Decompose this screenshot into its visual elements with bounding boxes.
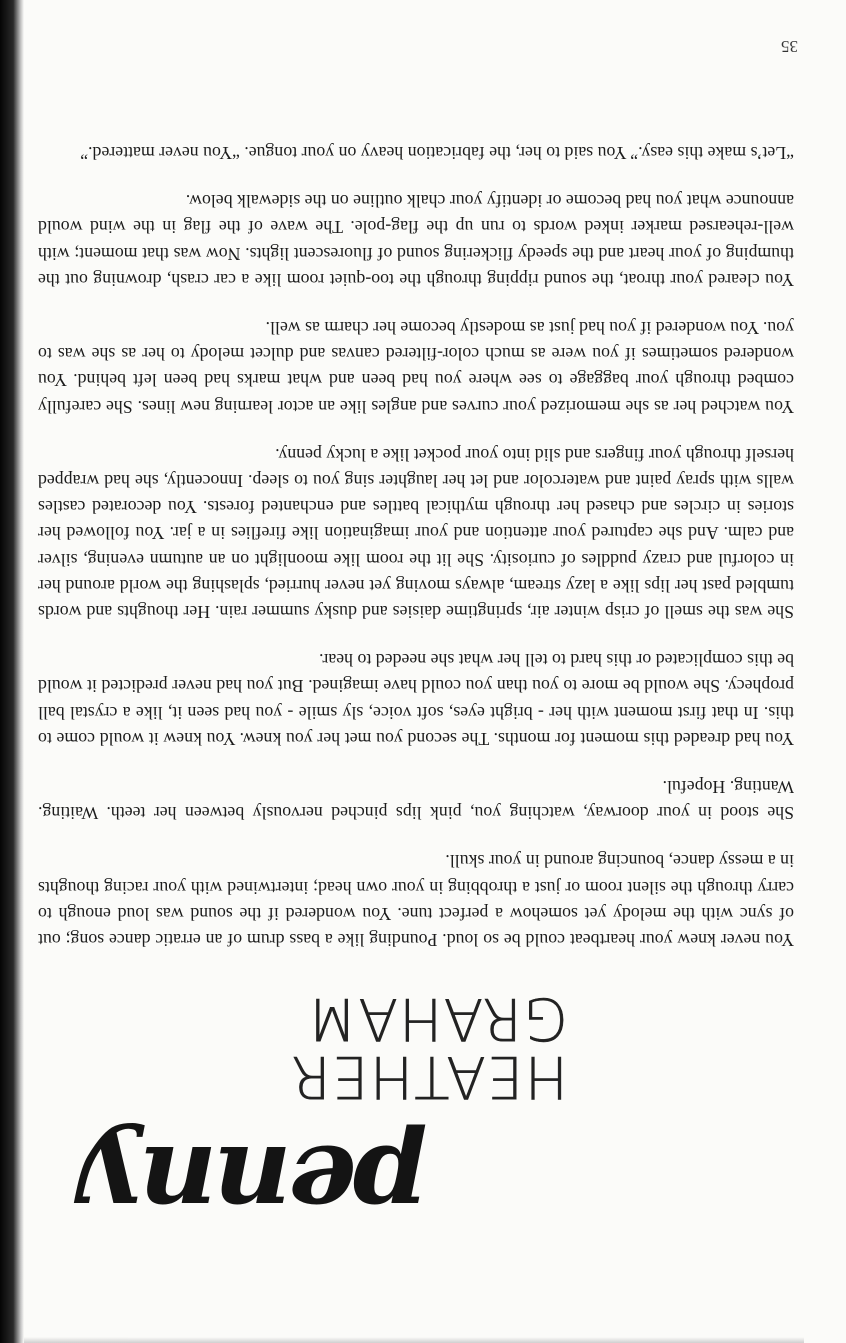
book-spine-shadow xyxy=(0,0,24,1343)
paragraph: You had dreaded this moment for months. The second you met her you knew. You knew it would come to this. In that first moment with her - bright eyes, soft voice, sly smile - you had seen it, like a crystal ball prophecy. She would be more to you than you could have imagined. But you had never predicted it would be this complicated or this hard to tell her what she needed to hear. xyxy=(38,650,794,749)
paragraph: She was the smell of crisp winter air, springtime daisies and dusky summer rain. Her thoughts and words tumbled past her lips like a lazy stream, always moving yet never hurried, splashing the world around her in colorful and crazy puddles of curiosity. She lit the room like moonlight on an autumn evening, silver and calm. And she captured your attention and your imagination like fireflies in a jar. You followed her stories in circles and chased her through mythical battles and enchanted forests. You decorated castles walls with spray paint and watercolor and let her laughter sing you to sleep. Innocently, she had wrapped herself through your fingers and slid into your pocket like a lucky penny. xyxy=(38,444,794,622)
scan-edge-shadow xyxy=(24,1337,804,1343)
paragraph: You never knew your heartbeat could be so loud. Pounding like a bass drum of an erratic dance song; out of sync with the melody yet somehow a perfect tune. You wondered if the sound was loud enough to carry through the silent room or just a throbbing in your own head; intertwined with your racing thoughts in a messy dance, bouncing around in your skull. xyxy=(38,851,794,950)
story-title: penny xyxy=(83,1121,428,1247)
author-name: HEATHER GRAHAM xyxy=(289,985,568,1111)
story-body xyxy=(38,118,794,953)
paragraph: She stood in your doorway, watching you, pink lips pinched nervously between her teeth. Waiting. Wanting. Hopeful. xyxy=(38,776,794,824)
paragraph: You cleared your throat, the sound ripping through the too-quiet room like a car crash, drowning out the thumping of your heart and the speedy flickering sound of fluorescent lights. Now was that moment; with well-rehearsed marker inked words to run up the flag-pole. The wave of the flag in the wind would announce what you had become or identify your chalk outline on the sidewalk below. xyxy=(38,191,794,290)
paragraph: “Let’s make this easy.” You said to her, the fabrication heavy on your tongue. “You never mattered.” xyxy=(80,142,794,163)
page-number: 35 xyxy=(781,37,798,56)
paragraph: You watched her as she memorized your curves and angles like an actor learning new lines. She carefully combed through your baggage to see where you had been and what marks had been left behind. You wondered sometimes if you were as much color-filtered canvas and dulcet melody to her as she was to you. You wondered if you had just as modestly become her charm as well. xyxy=(38,317,794,417)
title-block xyxy=(48,985,568,1247)
